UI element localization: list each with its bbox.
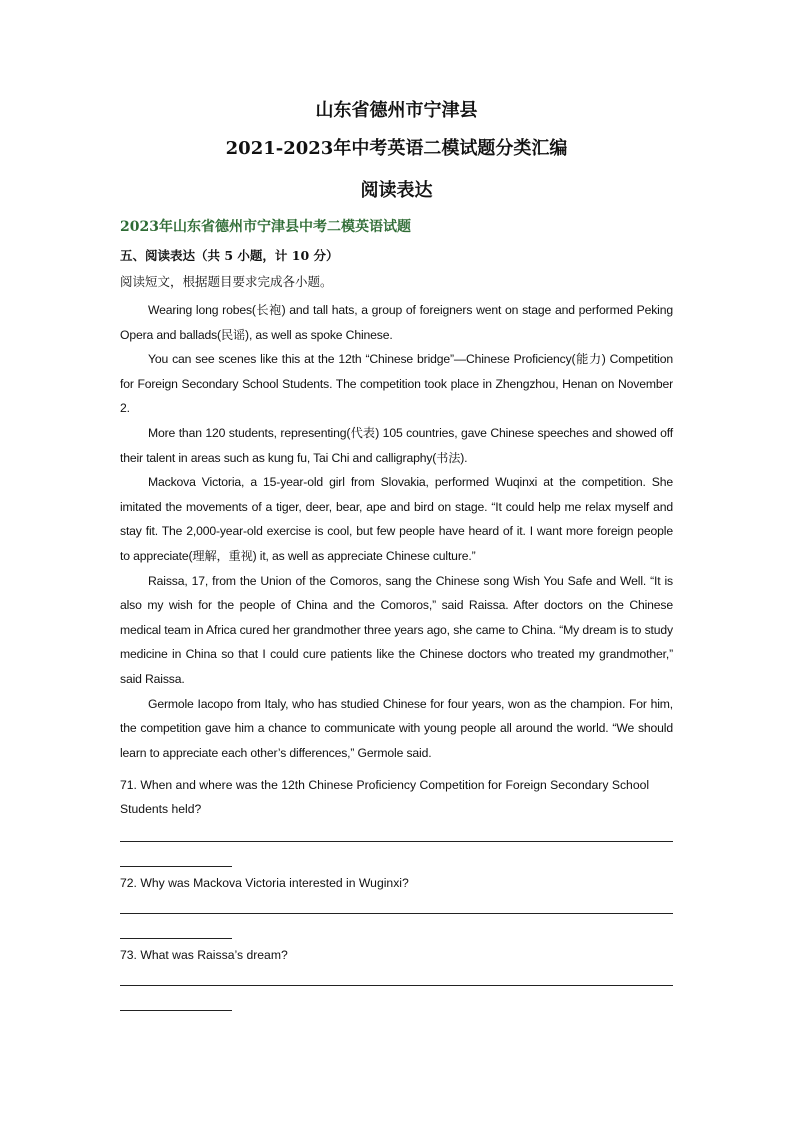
reading-passage [120, 298, 673, 765]
answer-line[interactable] [120, 913, 673, 914]
section-title: 2023年山东省德州市宁津县中考二模英语试题 [120, 219, 411, 235]
question-72: 72. Why was Mackova Victoria interested in Wuginxi? [120, 876, 409, 890]
answer-line[interactable] [120, 1010, 232, 1011]
title-region: 山东省德州市宁津县 [315, 100, 478, 121]
instruction: 阅读短文，根据题目要求完成各小题。 [120, 274, 333, 289]
answer-line[interactable] [120, 938, 232, 939]
question-71: 71. When and where was the 12th Chinese Proficiency Competition for Foreign Secondary School Students held? [120, 778, 650, 816]
question-73: 73. What was Raissa’s dream? [120, 948, 288, 962]
passage-paragraph: Germole Iacopo from Italy, who has studied Chinese for four years, won as the champion. For him, the competition gave him a chance to communicate with young people all around the world. “We should learn to appreciate each other’s differences,” Germole said. [120, 696, 673, 760]
passage-paragraph: Raissa, 17, from the Union of the Comoros, sang the Chinese song Wish You Safe and Well. “It is also my wish for the people of China and the Comoros,” said Raissa. After doctors on the Chinese medical team in Africa cured her grandmother three years ago, she came to China. “My dream is to study medicine in China so that I could cure patients like the Chinese doctors who treated my grandmother,” said Raissa. [120, 573, 673, 686]
answer-line[interactable] [120, 985, 673, 986]
title-years: 2021-2023年中考英语二模试题分类汇编 [225, 138, 568, 159]
passage-paragraph: You can see scenes like this at the 12th “Chinese bridge”—Chinese Proficiency(能力) Competition for Foreign Secondary School Students. The competition took place in Zhengzhou, Henan on November 2. [120, 352, 673, 416]
passage-paragraph: Mackova Victoria, a 15-year-old girl from Slovakia, performed Wuqinxi at the competition. She imitated the movements of a tiger, deer, bear, ape and bird on stage. “It could help me relax myself and stay fit. The 2,000-year-old exercise is cool, but few people have heard of it. I want more foreign people to appreciate(理解，重视) it, as well as appreciate Chinese culture.” [120, 475, 673, 563]
answer-line[interactable] [120, 866, 232, 867]
passage-paragraph: Wearing long robes(长袍) and tall hats, a group of foreigners went on stage and performed Peking Opera and ballads(民谣), as well as spoke Chinese. [120, 303, 673, 342]
passage-paragraph: More than 120 students, representing(代表) 105 countries, gave Chinese speeches and showed off their talent in areas such as kung fu, Tai Chi and calligraphy(书法). [120, 425, 673, 465]
title-topic: 阅读表达 [360, 180, 433, 201]
answer-line[interactable] [120, 841, 673, 842]
part-heading: 五、阅读表达（共 5 小题，计 10 分） [120, 248, 339, 263]
